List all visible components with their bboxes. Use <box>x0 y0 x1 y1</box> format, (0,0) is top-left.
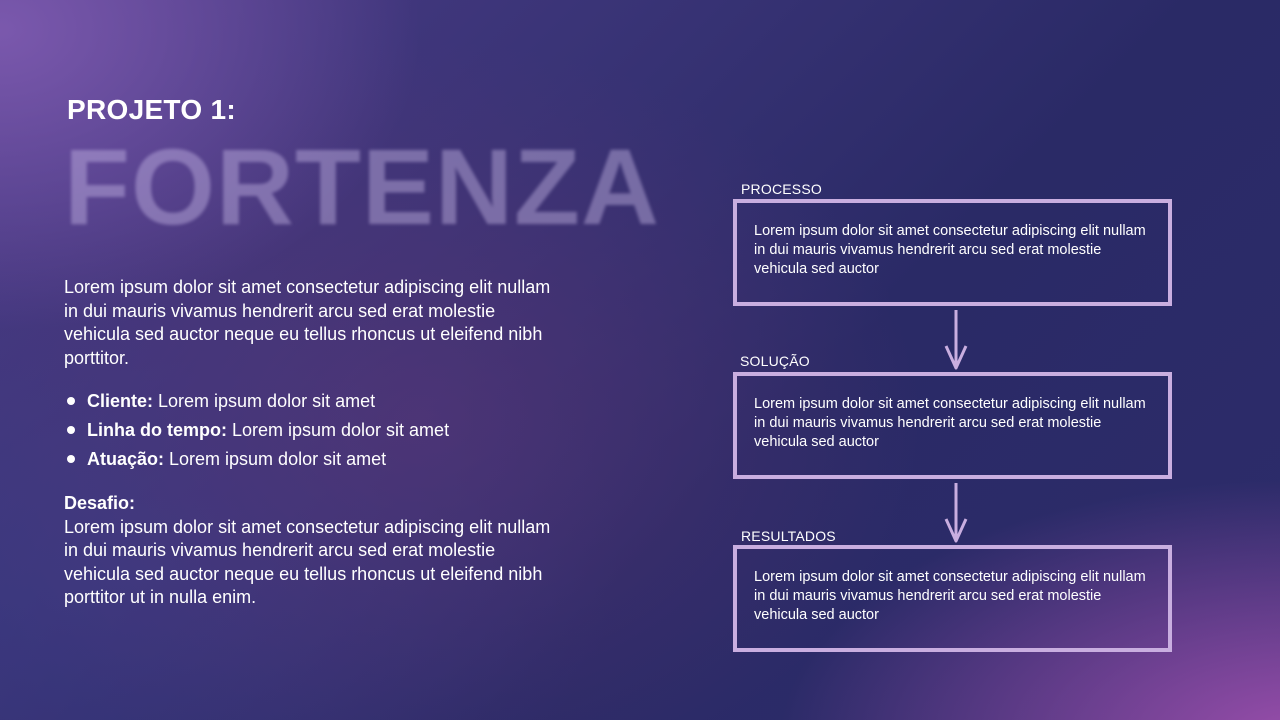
flow-box-results: Lorem ipsum dolor sit amet consectetur adipiscing elit nullam in dui mauris vivamus hendrerit arcu sed erat molestie vehicula sed auctor <box>733 545 1172 652</box>
project-label: PROJETO 1: <box>67 94 236 125</box>
flow-label-solution: SOLUÇÃO <box>740 353 810 369</box>
detail-value: Lorem ipsum dolor sit amet <box>164 449 387 469</box>
project-details-list <box>64 390 449 477</box>
detail-item-client <box>64 390 449 419</box>
challenge-section <box>64 492 564 610</box>
arrow-down-icon <box>944 483 968 545</box>
detail-key: Cliente: <box>87 391 154 411</box>
flow-label-process: PROCESSO <box>741 181 822 197</box>
flow-label-results: RESULTADOS <box>741 528 836 544</box>
arrow-down-icon <box>944 310 968 372</box>
challenge-title: Desafio: <box>64 493 136 513</box>
detail-value: Lorem ipsum dolor sit amet <box>153 391 376 411</box>
detail-key: Linha do tempo: <box>87 420 227 440</box>
flow-box-solution: Lorem ipsum dolor sit amet consectetur adipiscing elit nullam in dui mauris vivamus hendrerit arcu sed erat molestie vehicula sed auctor <box>733 372 1172 479</box>
project-title: FORTENZA <box>64 126 660 247</box>
intro-paragraph: Lorem ipsum dolor sit amet consectetur adipiscing elit nullam in dui mauris vivamus hendrerit arcu sed erat molestie vehicula sed auctor neque eu tellus rhoncus ut eleifend nibh porttitor. <box>64 277 551 368</box>
flow-box-process: Lorem ipsum dolor sit amet consectetur adipiscing elit nullam in dui mauris vivamus hendrerit arcu sed erat molestie vehicula sed auctor <box>733 199 1172 306</box>
detail-key: Atuação: <box>87 449 165 469</box>
bullet-icon <box>67 426 75 434</box>
challenge-text: Lorem ipsum dolor sit amet consectetur adipiscing elit nullam in dui mauris vivamus hendrerit arcu sed erat molestie vehicula sed auctor neque eu tellus rhoncus ut eleifend nibh porttitor ut in nulla enim. <box>64 516 551 607</box>
bullet-icon <box>67 455 75 463</box>
detail-item-role <box>64 448 449 477</box>
detail-value: Lorem ipsum dolor sit amet <box>226 420 450 440</box>
bullet-icon <box>67 397 75 405</box>
detail-item-timeline <box>64 419 449 448</box>
